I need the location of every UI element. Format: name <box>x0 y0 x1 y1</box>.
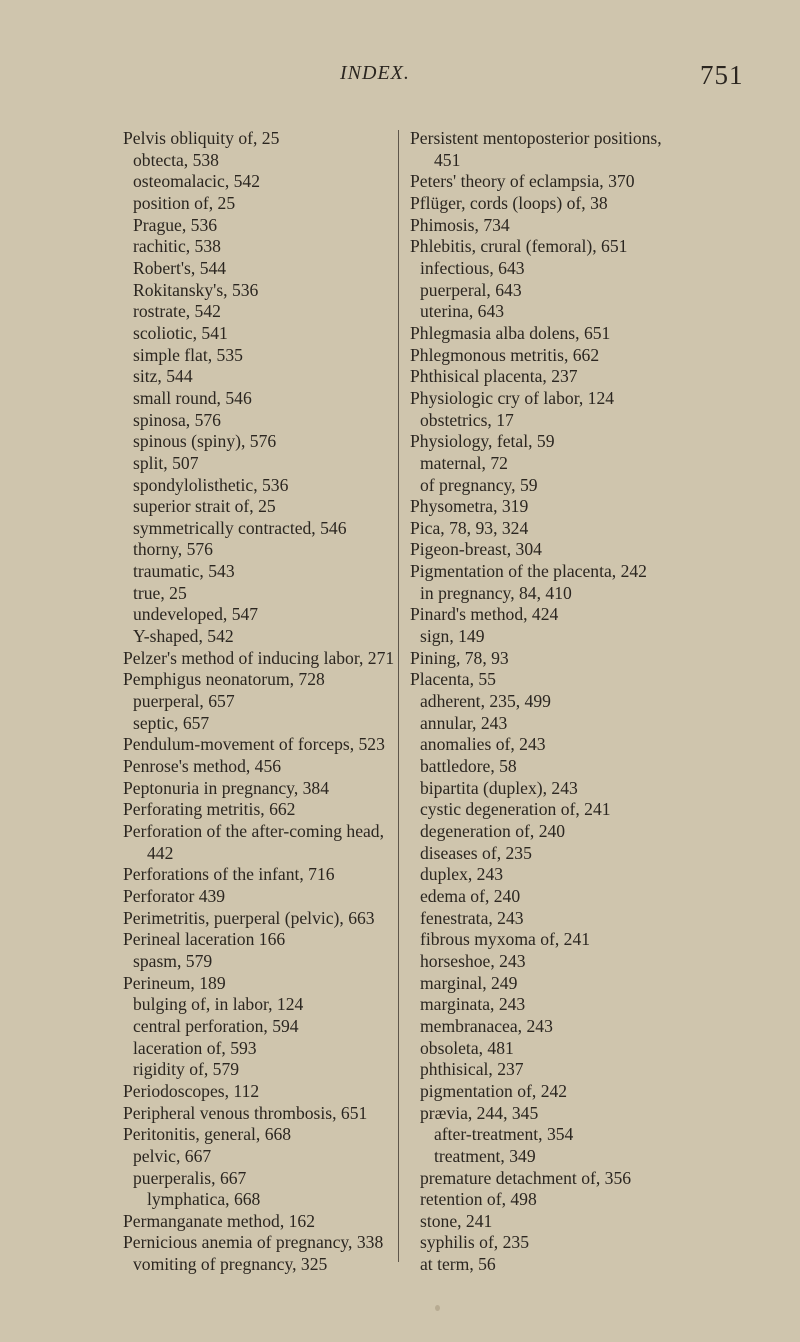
index-subentry: obsoleta, 481 <box>420 1037 514 1058</box>
index-subentry: duplex, 243 <box>420 864 504 885</box>
index-subentry: Prague, 536 <box>133 214 218 235</box>
index-subentry: obtecta, 538 <box>133 149 219 170</box>
index-subentry: spondylolisthetic, 536 <box>133 474 289 495</box>
index-entry: Permanganate method, 162 <box>123 1210 316 1231</box>
index-entry: Peters' theory of eclampsia, 370 <box>410 171 635 192</box>
index-subentry: spasm, 579 <box>133 950 213 971</box>
index-column-right <box>410 128 695 1276</box>
index-subentry: pigmentation of, 242 <box>420 1080 568 1101</box>
index-subentry: position of, 25 <box>133 192 236 213</box>
index-subentry: simple flat, 535 <box>133 344 243 365</box>
index-subentry: puerperal, 643 <box>420 279 522 300</box>
index-subentry: split, 507 <box>133 452 199 473</box>
page-number: 751 <box>700 60 744 90</box>
index-subentry: Y-shaped, 542 <box>133 626 234 647</box>
index-subentry: edema of, 240 <box>420 885 521 906</box>
index-entry: Perineal laceration 166 <box>123 929 286 950</box>
index-subentry: marginata, 243 <box>420 994 526 1015</box>
index-subentry: osteomalacic, 542 <box>133 171 261 192</box>
index-subentry: anomalies of, 243 <box>420 734 546 755</box>
index-subentry: thorny, 576 <box>133 539 213 560</box>
index-entry: Phlebitis, crural (femoral), 651 <box>410 236 628 257</box>
index-subentry: central perforation, 594 <box>133 1015 299 1036</box>
index-entry: Pinard's method, 424 <box>410 604 559 625</box>
index-subentry: bipartita (duplex), 243 <box>420 777 578 798</box>
paper-speck <box>435 1305 440 1311</box>
index-subentry: treatment, 349 <box>434 1145 536 1166</box>
index-subentry: adherent, 235, 499 <box>420 691 551 712</box>
index-subentry: fibrous myxoma of, 241 <box>420 929 591 950</box>
index-entry: Peritonitis, general, 668 <box>123 1124 292 1145</box>
index-subentry: diseases of, 235 <box>420 842 532 863</box>
index-subentry: small round, 546 <box>133 387 252 408</box>
index-subentry: rostrate, 542 <box>133 301 221 322</box>
index-subentry: prævia, 244, 345 <box>420 1102 539 1123</box>
index-subentry: pelvic, 667 <box>133 1145 212 1166</box>
index-entry: Peptonuria in pregnancy, 384 <box>123 777 330 798</box>
index-subentry: rachitic, 538 <box>133 236 221 257</box>
index-entry: Perforating metritis, 662 <box>123 799 296 820</box>
index-entry: Perforator 439 <box>123 885 226 906</box>
index-subentry: battledore, 58 <box>420 756 517 777</box>
index-subentry: membranacea, 243 <box>420 1015 553 1036</box>
index-subentry: marginal, 249 <box>420 972 518 993</box>
index-entry: Phimosis, 734 <box>410 214 510 235</box>
index-entry: Pining, 78, 93 <box>410 647 509 668</box>
index-subentry: uterina, 643 <box>420 301 505 322</box>
index-subentry: of pregnancy, 59 <box>420 474 538 495</box>
index-column-left <box>123 128 395 1276</box>
index-subentry: spinous (spiny), 576 <box>133 431 277 452</box>
index-subentry: maternal, 72 <box>420 452 508 473</box>
index-entry: Perforation of the after-coming head, <box>123 821 385 841</box>
index-subentry: puerperalis, 667 <box>133 1167 247 1188</box>
index-subentry: puerperal, 657 <box>133 691 235 712</box>
index-subentry: in pregnancy, 84, 410 <box>420 582 572 603</box>
index-entry: Phthisical placenta, 237 <box>410 366 578 387</box>
index-subentry: symmetrically contracted, 546 <box>133 517 347 538</box>
index-subentry: spinosa, 576 <box>133 409 221 430</box>
index-entry: Pflüger, cords (loops) of, 38 <box>410 192 608 213</box>
index-subentry: obstetrics, 17 <box>420 409 514 430</box>
index-subentry: infectious, 643 <box>420 257 525 278</box>
index-entry: Phlegmonous metritis, 662 <box>410 344 600 365</box>
index-entry: Pendulum-movement of forceps, 523 <box>123 734 385 755</box>
index-subentry: undeveloped, 547 <box>133 604 259 625</box>
index-subentry: phthisical, 237 <box>420 1059 524 1080</box>
index-entry: Pica, 78, 93, 324 <box>410 517 529 538</box>
index-entry: Physiology, fetal, 59 <box>410 431 555 452</box>
index-entry: Physometra, 319 <box>410 496 529 517</box>
index-entry: Pelvis obliquity of, 25 <box>123 128 280 148</box>
index-subentry: Robert's, 544 <box>133 257 227 278</box>
index-entry: Placenta, 55 <box>410 669 496 690</box>
index-subentry: lymphatica, 668 <box>147 1189 261 1210</box>
index-subentry: after-treatment, 354 <box>434 1124 574 1145</box>
index-subentry: stone, 241 <box>420 1210 493 1231</box>
index-subentry: syphilis of, 235 <box>420 1232 529 1253</box>
index-subentry: at term, 56 <box>420 1254 496 1275</box>
index-entry: Pemphigus neonatorum, 728 <box>123 669 325 690</box>
index-subentry: superior strait of, 25 <box>133 496 276 517</box>
index-entry: Periodoscopes, 112 <box>123 1080 260 1101</box>
index-entry: Penrose's method, 456 <box>123 756 282 777</box>
index-subentry: retention of, 498 <box>420 1189 537 1210</box>
index-entry: Pigeon-breast, 304 <box>410 539 542 560</box>
index-subentry: laceration of, 593 <box>133 1037 257 1058</box>
index-subentry: rigidity of, 579 <box>133 1059 240 1080</box>
index-entry: Pernicious anemia of pregnancy, 338 <box>123 1232 384 1253</box>
index-subentry: traumatic, 543 <box>133 561 235 582</box>
index-subentry: cystic degeneration of, 241 <box>420 799 611 820</box>
index-subentry: vomiting of pregnancy, 325 <box>133 1254 328 1275</box>
index-subentry: fenestrata, 243 <box>420 907 524 928</box>
index-subentry: sign, 149 <box>420 626 485 647</box>
index-subentry: sitz, 544 <box>133 366 193 387</box>
index-subentry: bulging of, in labor, 124 <box>133 994 304 1015</box>
index-entry: Pigmentation of the placenta, 242 <box>410 561 647 582</box>
index-entry-continuation: 451 <box>434 149 461 170</box>
index-subentry: scoliotic, 541 <box>133 322 228 343</box>
index-entry: Perforations of the infant, 716 <box>123 864 335 885</box>
index-subentry: true, 25 <box>133 582 187 603</box>
index-subentry: Rokitansky's, 536 <box>133 279 259 300</box>
index-entry: Persistent mentoposterior positions, <box>410 128 662 148</box>
index-subentry: premature detachment of, 356 <box>420 1167 632 1188</box>
index-entry: Phlegmasia alba dolens, 651 <box>410 322 611 343</box>
index-subentry: septic, 657 <box>133 712 210 733</box>
index-subentry: degeneration of, 240 <box>420 821 566 841</box>
index-entry: Perineum, 189 <box>123 972 226 993</box>
index-entry-continuation: 442 <box>147 842 174 863</box>
index-entry: Peripheral venous thrombosis, 651 <box>123 1102 368 1123</box>
index-subentry: annular, 243 <box>420 712 508 733</box>
index-entry: Pelzer's method of inducing labor, 271 <box>123 647 395 668</box>
column-divider <box>398 130 399 1262</box>
index-entry: Physiologic cry of labor, 124 <box>410 387 615 408</box>
running-head: INDEX. <box>340 62 410 84</box>
index-entry: Perimetritis, puerperal (pelvic), 663 <box>123 907 375 928</box>
index-subentry: horseshoe, 243 <box>420 950 526 971</box>
